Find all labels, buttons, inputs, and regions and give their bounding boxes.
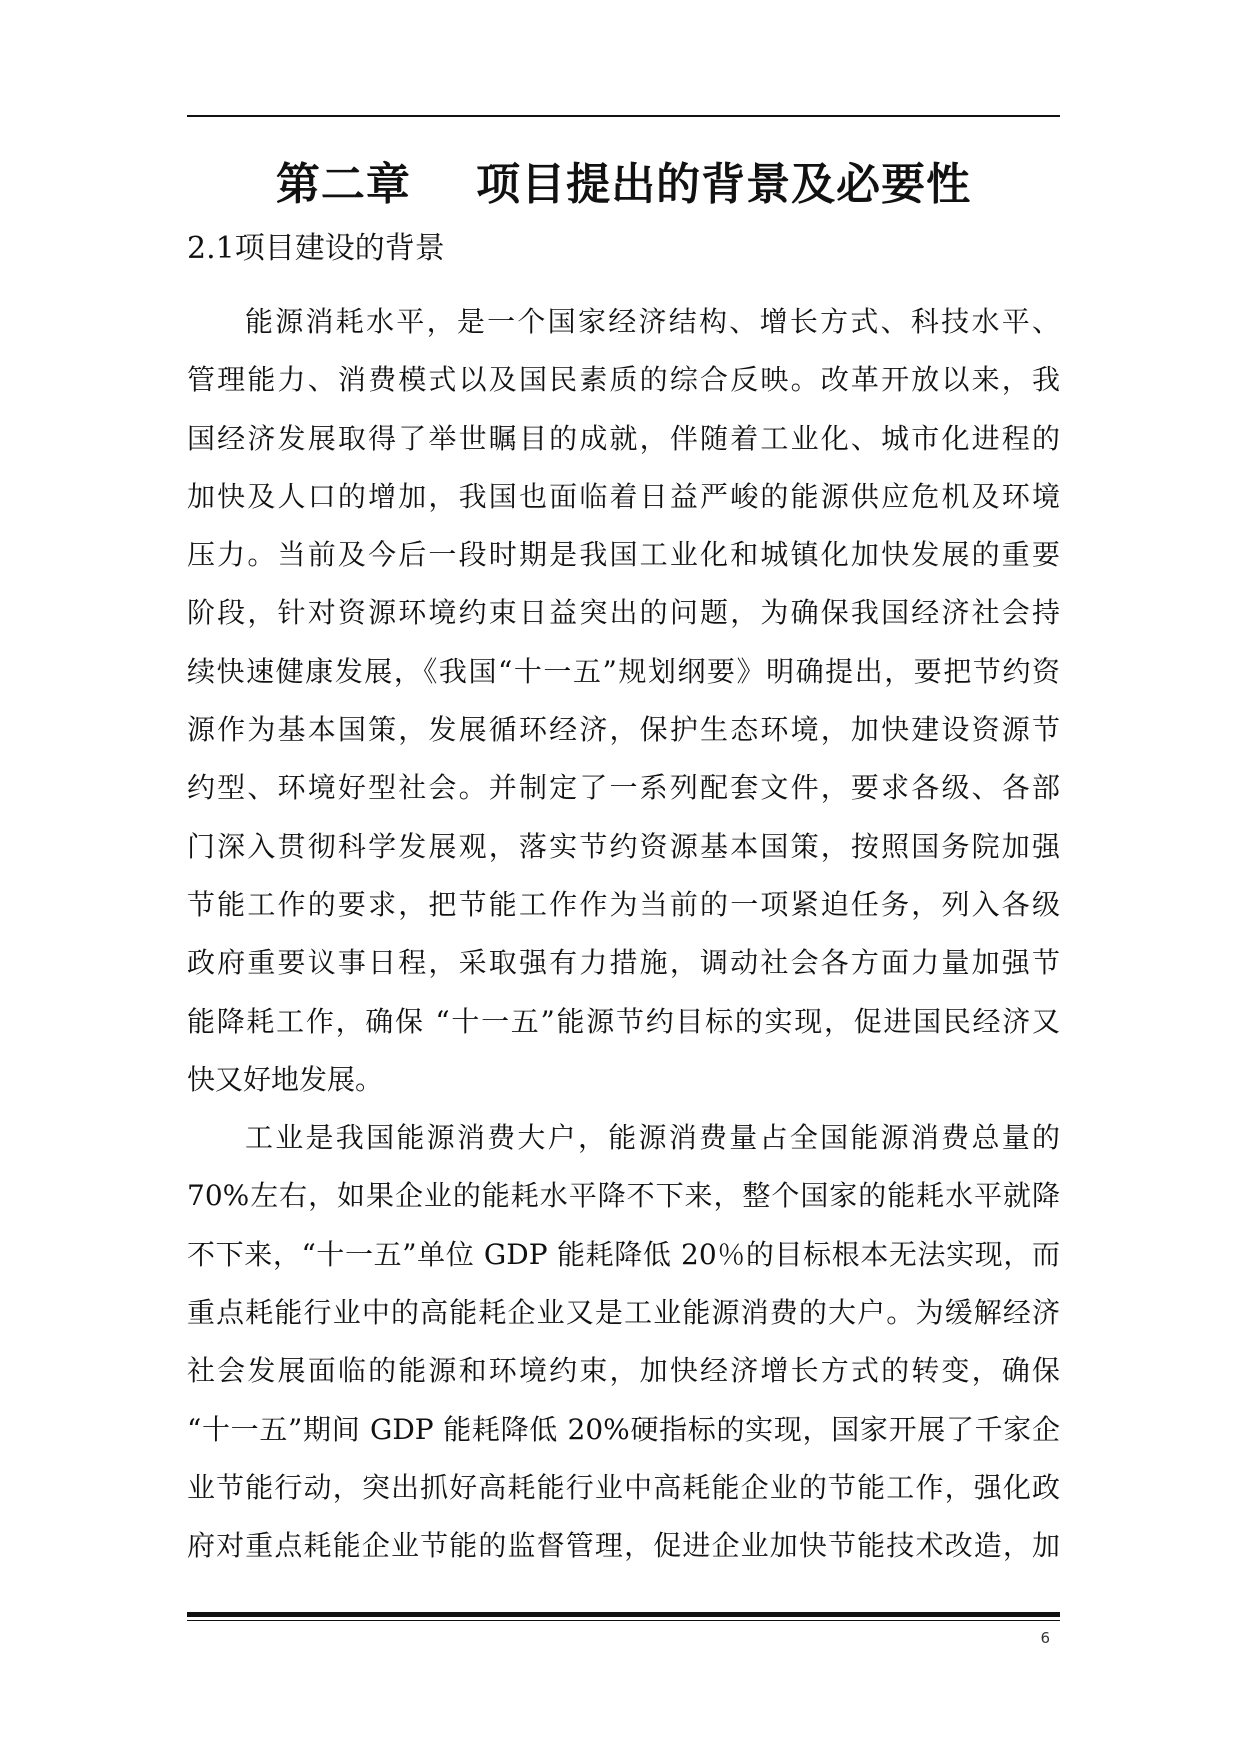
footer-rule-thick [187, 1612, 1060, 1617]
paragraph-line: 府对重点耗能企业节能的监督管理，促进企业加快节能技术改造，加 [187, 1529, 1060, 1563]
paragraph-line: 社会发展面临的能源和环境约束，加快经济增长方式的转变，确保 [187, 1354, 1060, 1388]
paragraph-line: 政府重要议事日程，采取强有力措施，调动社会各方面力量加强节 [187, 946, 1060, 980]
paragraph-line: 续快速健康发展，《我国“十一五”规划纲要》明确提出，要把节约资 [187, 654, 1060, 688]
paragraph-line: 约型、环境好型社会。并制定了一系列配套文件，要求各级、各部 [187, 771, 1060, 805]
paragraph-line: 能源消耗水平，是一个国家经济结构、增长方式、科技水平、 [245, 305, 1060, 338]
paragraph-line: 压力。当前及今后一段时期是我国工业化和城镇化加快发展的重要 [187, 538, 1060, 572]
paragraph-line: 节能工作的要求，把节能工作作为当前的一项紧迫任务，列入各级 [187, 887, 1060, 921]
paragraph-line: “十一五”期间 GDP 能耗降低 20%硬指标的实现，国家开展了千家企 [187, 1412, 1060, 1446]
paragraph-line: 工业是我国能源消费大户，能源消费量占全国能源消费总量的 [245, 1121, 1060, 1155]
paragraph-line: 门深入贯彻科学发展观，落实节约资源基本国策，按照国务院加强 [187, 829, 1060, 863]
paragraph-line: 国经济发展取得了举世瞩目的成就，伴随着工业化、城市化进程的 [187, 421, 1060, 455]
body-text [187, 293, 1060, 1576]
footer-rule-thin [187, 1620, 1060, 1621]
page-number: 6 [1040, 1629, 1050, 1647]
paragraph-line: 70%左右，如果企业的能耗水平降不下来，整个国家的能耗水平就降 [187, 1179, 1060, 1213]
paragraph-line: 业节能行动，突出抓好高耗能行业中高耗能企业的节能工作，强化政 [187, 1470, 1060, 1504]
paragraph-2 [187, 1109, 1060, 1575]
paragraph-line: 快又好地发展。 [187, 1062, 384, 1096]
paragraph-1 [187, 293, 1060, 1109]
paragraph-line: 重点耗能行业中的高能耗企业又是工业能源消费的大户。为缓解经济 [187, 1296, 1060, 1330]
paragraph-line: 加快及人口的增加，我国也面临着日益严峻的能源供应危机及环境 [187, 479, 1060, 513]
paragraph-line: 源作为基本国策，发展循环经济，保护生态环境，加快建设资源节 [187, 713, 1060, 747]
paragraph-line: 管理能力、消费模式以及国民素质的综合反映。改革开放以来，我 [187, 363, 1060, 397]
section-title: 2.1项目建设的背景 [187, 231, 445, 266]
paragraph-line: 阶段，针对资源环境约束日益突出的问题，为确保我国经济社会持 [187, 596, 1060, 630]
header-rule [187, 115, 1060, 117]
paragraph-line: 不下来，“十一五”单位 GDP 能耗降低 20％的目标根本无法实现，而 [187, 1237, 1060, 1271]
chapter-title: 第二章 项目提出的背景及必要性 [275, 159, 972, 210]
paragraph-line: 能降耗工作，确保 “十一五”能源节约目标的实现，促进国民经济又 [187, 1004, 1060, 1038]
